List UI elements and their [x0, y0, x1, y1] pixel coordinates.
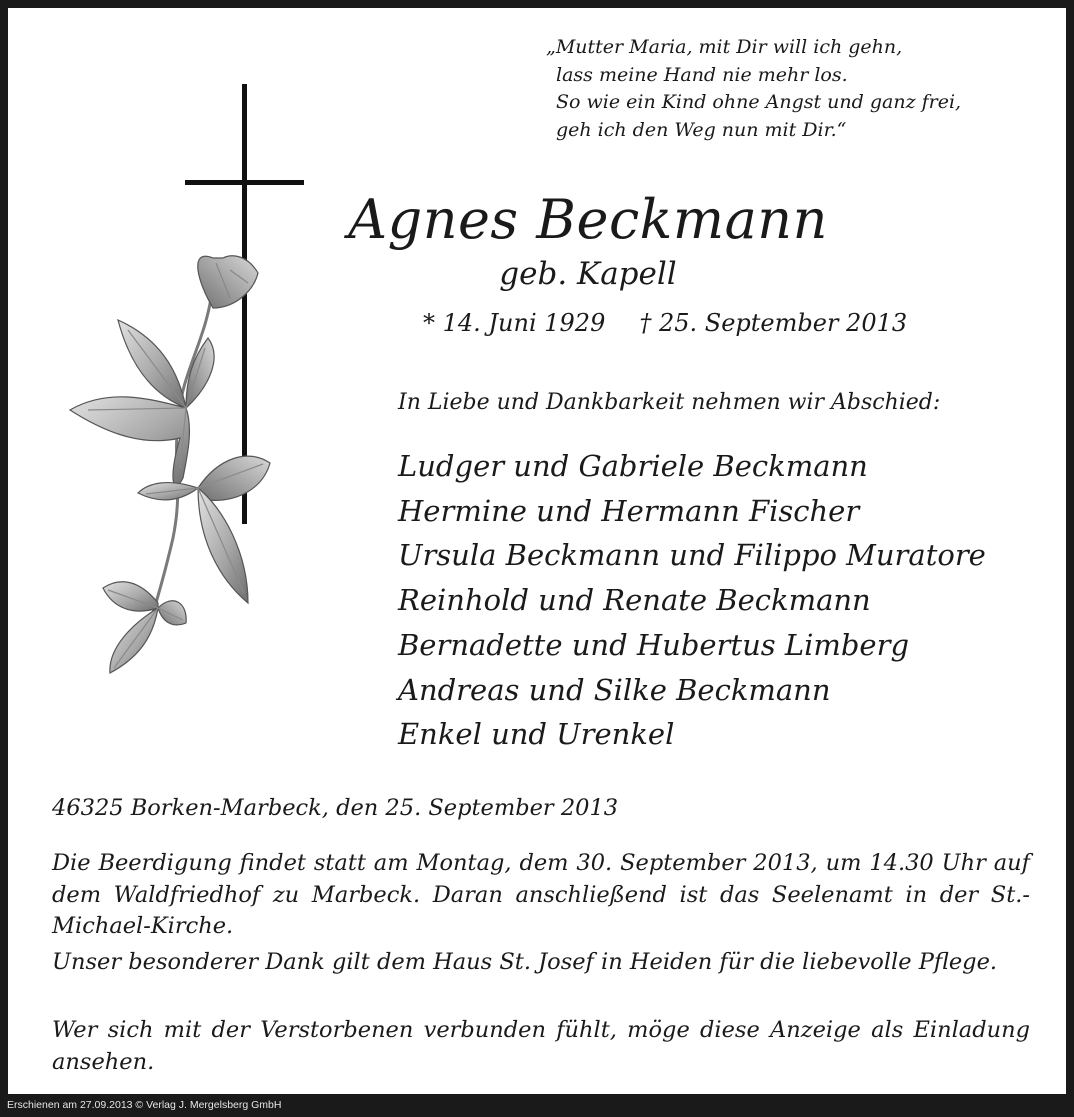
- quote-line: geh ich den Weg nun mit Dir.“: [556, 118, 847, 141]
- death-date: † 25. September 2013: [639, 309, 908, 337]
- invitation-paragraph: Wer sich mit der Verstorbenen verbunden fühlt, möge diese Anzeige als Einladung ansehen.: [52, 1017, 1030, 1075]
- obituary-notice: [8, 8, 1066, 1094]
- farewell-intro: In Liebe und Dankbarkeit nehmen wir Abschied:: [398, 390, 941, 415]
- thanks-paragraph: Unser besonderer Dank gilt dem Haus St. Josef in Heiden für die liebevolle Pflege.: [52, 949, 998, 975]
- quote-line: „Mutter Maria, mit Dir will ich gehn,: [546, 36, 903, 58]
- mourner-line: Ludger und Gabriele Beckmann: [398, 449, 868, 483]
- quote-line: So wie ein Kind ohne Angst und ganz frei,: [556, 91, 962, 113]
- publication-footer: Erschienen am 27.09.2013 © Verlag J. Mergelsberg GmbH: [7, 1099, 282, 1111]
- mourner-line: Enkel und Urenkel: [398, 717, 675, 752]
- mourner-line: Reinhold und Renate Beckmann: [398, 583, 871, 618]
- place-and-date: 46325 Borken-Marbeck, den 25. September 2013: [52, 795, 619, 821]
- funeral-paragraph: Die Beerdigung findet statt am Montag, dem 30. September 2013, um 14.30 Uhr auf dem Waldfriedhof zu Marbeck. Daran anschließend ist das Seelenamt in der St.-Michael-Kirche.: [52, 850, 1030, 939]
- quote-line: lass meine Hand nie mehr los.: [556, 63, 848, 86]
- quote-block: [546, 34, 961, 144]
- maiden-name: geb. Kapell: [499, 256, 677, 292]
- life-dates: [423, 309, 907, 337]
- deceased-name: Agnes Beckmann: [348, 188, 828, 251]
- cross-icon: [185, 84, 304, 524]
- mourner-line: Andreas und Silke Beckmann: [398, 672, 831, 707]
- mourner-line: Ursula Beckmann und Filippo Muratore: [398, 538, 986, 573]
- mourner-line: Hermine und Hermann Fischer: [398, 493, 860, 528]
- mourner-line: Bernadette und Hubertus Limberg: [398, 627, 910, 662]
- ivy-leaves-icon: [70, 256, 270, 673]
- birth-date: * 14. Juni 1929: [423, 309, 606, 337]
- mourners-list: [398, 444, 986, 757]
